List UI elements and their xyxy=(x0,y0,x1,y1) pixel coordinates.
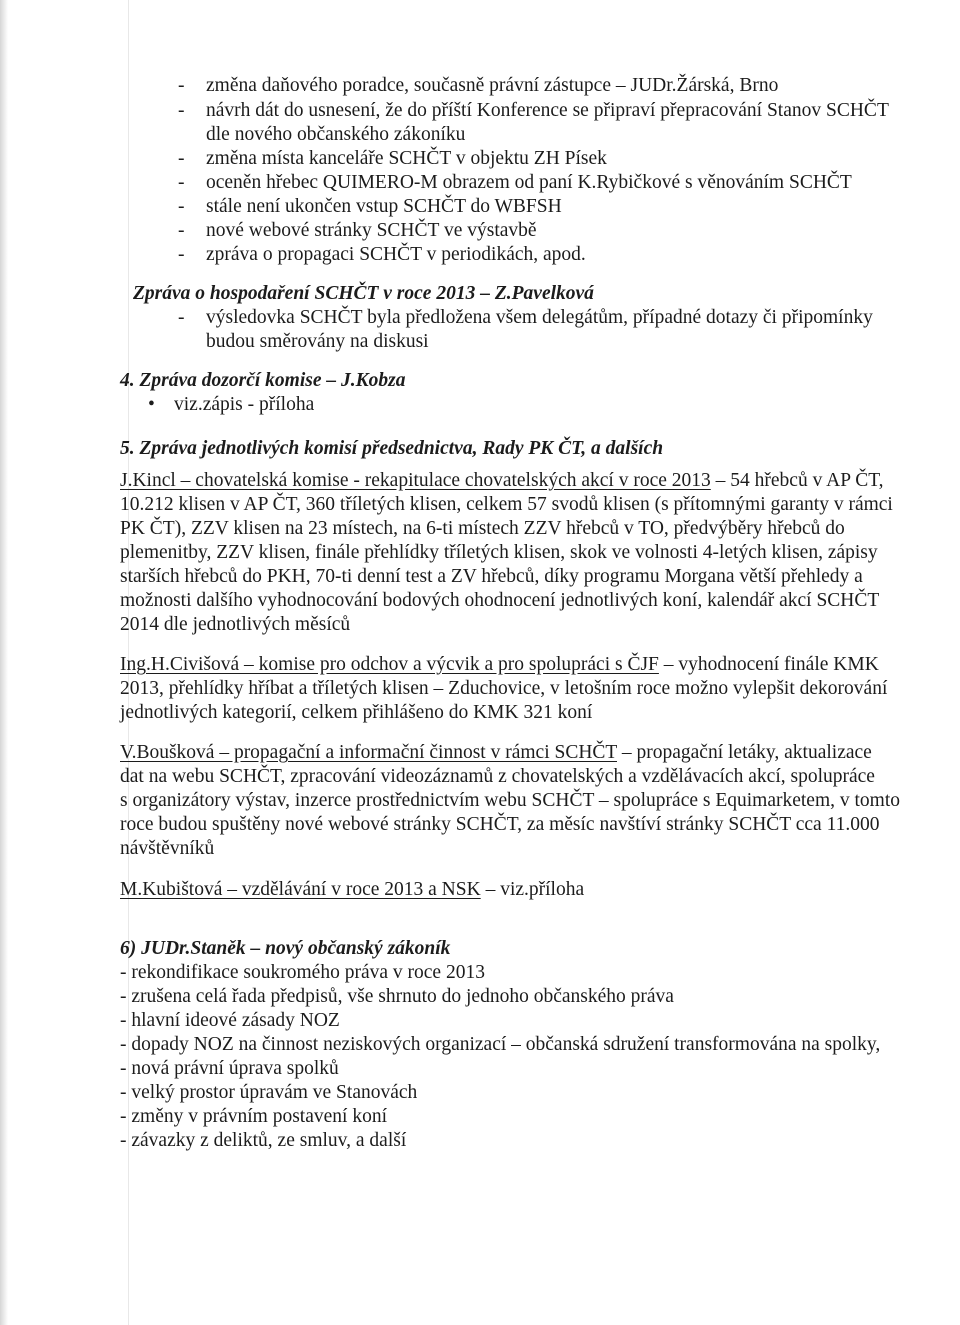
list-item: - zrušena celá řada předpisů, vše shrnuto do jednoho občanského práva xyxy=(120,986,674,1007)
list-item: - hlavní ideové zásady NOZ xyxy=(120,1010,340,1031)
list-item: - změny v právním postavení koní xyxy=(120,1106,387,1127)
committee-name: J.Kincl – chovatelská komise - rekapitulace chovatelských akcí v roce 2013 xyxy=(120,470,711,491)
list-item-continuation: dle nového občanského zákoníku xyxy=(206,124,466,145)
committee-name: M.Kubištová – vzdělávání v roce 2013 a NSK xyxy=(120,879,481,900)
list-item: - velký prostor úpravám ve Stanovách xyxy=(120,1082,418,1103)
section-heading-hospodareni: Zpráva o hospodaření SCHČT v roce 2013 – Z.Pavelková xyxy=(133,283,594,304)
committee-name: V.Boušková – propagační a informační činnost v rámci SCHČT xyxy=(120,742,617,763)
paragraph-line: plemenitby, ZZV klisen, finále přehlídky tříletých klisen, skok ve volnosti 4-letých klisen, zápisy xyxy=(120,542,878,563)
list-item: - rekondifikace soukromého práva v roce 2013 xyxy=(120,962,485,983)
list-item: - závazky z deliktů, ze smluv, a další xyxy=(120,1130,407,1151)
paragraph-line: jednotlivých kategorií, celkem přihlášeno do KMK 321 koní xyxy=(120,702,593,723)
paragraph-line: J.Kincl – chovatelská komise - rekapitulace chovatelských akcí v roce 2013 – 54 hřebců v AP ČT, xyxy=(120,470,884,491)
paragraph-line: možnosti dalšího vyhodnocování bodových ohodnocení jednotlivých koní, kalendář akcí SCHČT xyxy=(120,590,880,611)
paragraph-line: starších hřebců do PKH, 70-ti denní test a ZV hřebců, díky programu Morgana větší přehledy a xyxy=(120,566,863,587)
paragraph-line: PK ČT), ZZV klisen na 23 místech, na 6-ti místech ZZV hřebců v TO, předvýběry hřebců do xyxy=(120,518,845,539)
paragraph-line: roce budou spuštěny nové webové stránky SCHČT, za měsíc navštíví stránky SCHČT cca 11.000 xyxy=(120,814,880,835)
paragraph-line: 10.212 klisen v AP ČT, 360 tříletých klisen, celkem 57 svodů klisen (s přítomnými garanty v rámci xyxy=(120,494,893,515)
document-page: - změna daňového poradce, současně právní zástupce – JUDr.Žárská, Brno - návrh dát do usnesení, že do příští Konference se připraví přepracování Stanov SCHČT dle nového občanského zákoníku - změna místa kanceláře SCHČT v objektu ZH Písek - oceněn hřebec QUIMERO-M obrazem od paní K.Rybičkové s věnováním SCHČT - stále není ukončen vstup SCHČT do WBFSH - nové webové stránky SCHČT ve výstavbě - zpráva o propagaci SCHČT v periodikách, apod. Zpráva o hospodaření SCHČT v roce 2013 – Z.Pavelková - výsledovka SCHČT byla předložena všem delegátům, případné dotazy či připomínky budou směrovány na diskusi 4. Zpráva dozorčí komise – J.Kobza • viz.zápis - příloha 5. Zpráva jednotlivých komisí předsednictva, Rady PK ČT, a dalších J.Kincl – chovatelská komise - rekapitulace chovatelských akcí v roce 2013 – 54 hřebců v AP ČT, 10.212 klisen v AP ČT, 360 tříletých klisen, celkem 57 svodů klisen (s přítomnými garanty v rámci PK ČT), ZZV klisen na 23 místech, na 6-ti místech ZZV hřebců v TO, předvýběry hřebců do plemenitby, ZZV klisen, finále přehlídky tříletých klisen, skok ve volnosti 4-letých klisen, zápisy starších hřebců do PKH, 70-ti denní test a ZV hřebců, díky programu Morgana větší přehledy a možnosti dalšího vyhodnocování bodových ohodnocení jednotlivých koní, kalendář akcí SCHČT 2014 dle jednotlivých měsíců Ing.H.Civišová – komise pro odchov a výcvik a pro spolupráci s ČJF – vyhodnocení finále KMK 2013, přehlídky hříbat a tříletých klisen – Zduchovice, v letošním roce možno vylepšit dekorování jednotlivých kategorií, celkem přihlášeno do KMK 321 koní V.Boušková – propagační a informační činnost v rámci SCHČT – propagační letáky, aktualizace dat na webu SCHČT, zpracování videozáznamů z chovatelských a vzdělávacích akcí, spolupráce s organizátory výstav, inzerce prostřednictvím webu SCHČT – spolupráce s Equimarketem, v tomto roce budou spuštěny nové webové stránky SCHČT, za měsíc navštíví stránky SCHČT cca 11.000 návštěvníků M.Kubištová – vzdělávání v roce 2013 a NSK – viz.příloha 6) JUDr.Staněk – nový občanský zákoník - rekondifikace soukromého práva v roce 2013 - zrušena celá řada předpisů, vše shrnuto do jednoho občanského práva - hlavní ideové zásady NOZ - dopady NOZ na činnost neziskových organizací – občanská sdružení transformována na spolky, - nová právní úprava spolků - velký prostor úpravám ve Stanovách - změny v právním postavení koní - závazky z deliktů, ze smluv, a další xyxy=(0,0,960,1325)
scan-edge-shadow xyxy=(0,0,8,1325)
section-heading-6: 6) JUDr.Staněk – nový občanský zákoník xyxy=(120,938,451,959)
section-heading-5: 5. Zpráva jednotlivých komisí předsednictva, Rady PK ČT, a dalších xyxy=(120,438,664,459)
paragraph-line: dat na webu SCHČT, zpracování videozáznamů z chovatelských a vzdělávacích akcí, spolupráce xyxy=(120,766,875,787)
paragraph-line: 2014 dle jednotlivých měsíců xyxy=(120,614,351,635)
list-item: - dopady NOZ na činnost neziskových organizací – občanská sdružení transformována na spolky, xyxy=(120,1034,881,1055)
paragraph-line: V.Boušková – propagační a informační činnost v rámci SCHČT – propagační letáky, aktualizace xyxy=(120,742,872,763)
paragraph-line: Ing.H.Civišová – komise pro odchov a výcvik a pro spolupráci s ČJF – vyhodnocení finále KMK xyxy=(120,654,879,675)
paragraph-line: 2013, přehlídky hříbat a tříletých klisen – Zduchovice, v letošním roce možno vylepšit dekorování xyxy=(120,678,888,699)
section-heading-4: 4. Zpráva dozorčí komise – J.Kobza xyxy=(120,370,406,391)
paragraph-line: s organizátory výstav, inzerce prostřednictvím webu SCHČT – spolupráce s Equimarketem, v tomto xyxy=(120,790,901,811)
list-item: - nová právní úprava spolků xyxy=(120,1058,339,1079)
committee-name: Ing.H.Civišová – komise pro odchov a výcvik a pro spolupráci s ČJF xyxy=(120,654,659,675)
paragraph-line: M.Kubištová – vzdělávání v roce 2013 a NSK – viz.příloha xyxy=(120,879,585,900)
list-item-continuation: budou směrovány na diskusi xyxy=(206,331,429,352)
paragraph-line: návštěvníků xyxy=(120,838,215,859)
